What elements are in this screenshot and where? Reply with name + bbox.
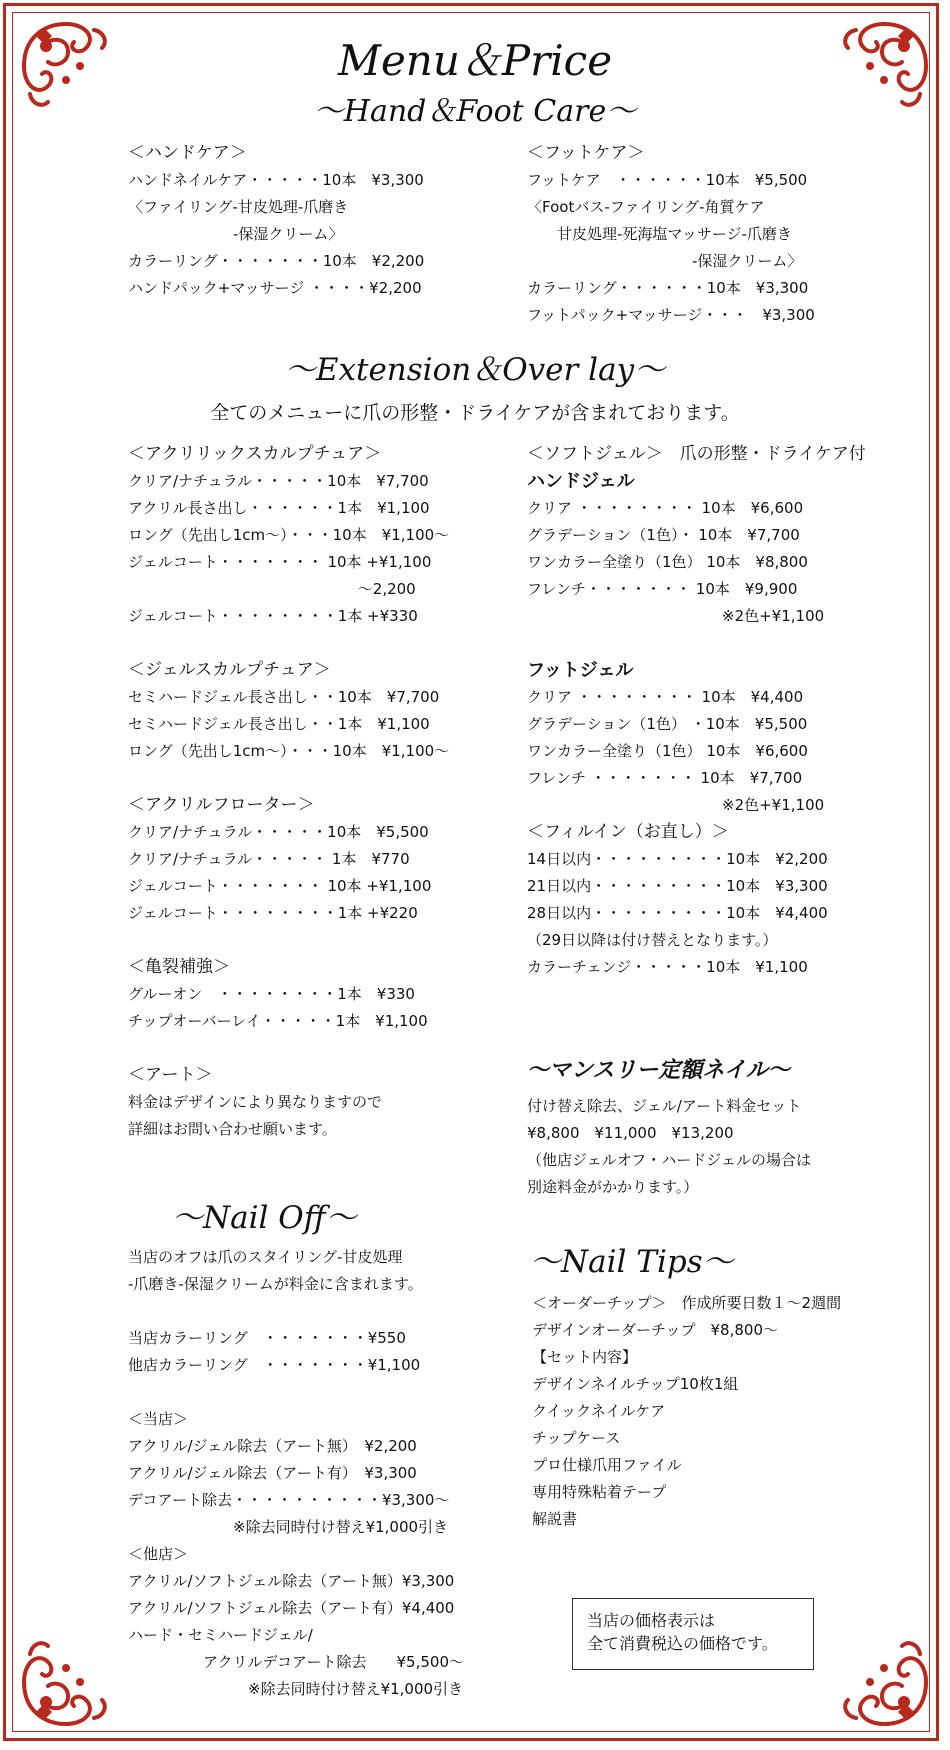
menu-line: クリア/ナチュラル・・・・・10本 ¥5,500 bbox=[128, 823, 429, 841]
nail-off-heading: 〜Nail Off〜 bbox=[172, 1200, 357, 1236]
section-heading: ＜フィルイン（お直し）＞ bbox=[527, 822, 729, 842]
menu-line: 甘皮処理-死海塩マッサージ-爪磨き bbox=[527, 225, 792, 243]
section-heading: ＜ジェルスカルプチュア＞ bbox=[128, 660, 331, 680]
menu-line: クリア ・・・・・・・・ 10本 ¥4,400 bbox=[527, 688, 804, 706]
menu-line: 解説書 bbox=[532, 1510, 578, 1528]
section-heading: ＜アクリリックスカルプチュア＞ bbox=[128, 444, 382, 464]
menu-line: グラデーション（1色） ・10本 ¥5,500 bbox=[527, 715, 808, 733]
page-subtitle: 〜Hand＆Foot Care〜 bbox=[313, 94, 637, 129]
menu-line: 詳細はお問い合わせ願います。 bbox=[128, 1120, 337, 1138]
menu-line: カラーリング・・・・・・10本 ¥3,300 bbox=[527, 279, 809, 297]
menu-line: カラーチェンジ・・・・・10本 ¥1,100 bbox=[527, 958, 808, 976]
menu-line: -爪磨き-保湿クリームが料金に含まれます。 bbox=[128, 1275, 423, 1293]
menu-line: アクリル/ジェル除去（アート無） ¥2,200 bbox=[128, 1437, 417, 1455]
menu-line: ＜オーダーチップ＞ 作成所要日数１〜2週間 bbox=[532, 1294, 842, 1312]
section-heading: ＜アクリルフローター＞ bbox=[128, 795, 315, 815]
menu-line: フットケア ・・・・・・10本 ¥5,500 bbox=[527, 171, 808, 189]
monthly-heading: 〜マンスリー定額ネイル〜 bbox=[527, 1058, 790, 1083]
menu-line: ワンカラー全塗り（1色） 10本 ¥6,600 bbox=[527, 742, 808, 760]
extension-heading: 〜Extension＆Over lay〜 bbox=[284, 352, 666, 388]
menu-line: ロング（先出し1cm〜）・・・10本 ¥1,100〜 bbox=[128, 742, 450, 760]
menu-line: ¥8,800 ¥11,000 ¥13,200 bbox=[527, 1124, 734, 1142]
section-heading: ＜フットケア＞ bbox=[527, 143, 645, 163]
menu-line: セミハードジェル長さ出し・・10本 ¥7,700 bbox=[128, 688, 440, 706]
menu-line: クイックネイルケア bbox=[532, 1402, 666, 1420]
menu-line: ※2色+¥1,100 bbox=[527, 796, 825, 814]
hand-care-section bbox=[128, 140, 424, 302]
corner-ornament-icon bbox=[16, 1632, 116, 1732]
menu-line: フレンチ・・・・・・・ 10本 ¥9,900 bbox=[527, 580, 798, 598]
section-heading: ＜ソフトジェル＞ 爪の形整・ドライケア付 bbox=[527, 444, 866, 464]
nail-tips-heading: 〜Nail Tips〜 bbox=[530, 1244, 734, 1280]
extension-notice: 全てのメニューに爪の形整・ドライケアが含まれております。 bbox=[210, 402, 740, 424]
spacer bbox=[128, 1379, 464, 1406]
menu-line: ※除去同時付け替え¥1,000引き bbox=[128, 1518, 449, 1536]
menu-line: ロング（先出し1cm〜）・・・10本 ¥1,100〜 bbox=[128, 526, 450, 544]
menu-line: ジェルコート・・・・・・・・1本 +¥330 bbox=[128, 607, 418, 625]
menu-line: 〈ファイリング-甘皮処理-爪磨き bbox=[128, 198, 349, 216]
menu-line: 【セット内容】 bbox=[532, 1348, 638, 1366]
menu-line: 21日以内・・・・・・・・・10本 ¥3,300 bbox=[527, 877, 828, 895]
menu-line: グルーオン ・・・・・・・・1本 ¥330 bbox=[128, 985, 415, 1003]
menu-line: クリア/ナチュラル・・・・・ 1本 ¥770 bbox=[128, 850, 410, 868]
menu-line: プロ仕様爪用ファイル bbox=[532, 1456, 682, 1474]
menu-line: 料金はデザインにより異なりますので bbox=[128, 1093, 382, 1111]
menu-line: 当店カラーリング ・・・・・・・¥550 bbox=[128, 1329, 406, 1347]
menu-line: 28日以内・・・・・・・・・10本 ¥4,400 bbox=[527, 904, 828, 922]
sub-heading: フットジェル bbox=[527, 660, 634, 681]
extension-right-column bbox=[527, 441, 866, 981]
menu-line: ※除去同時付け替え¥1,000引き bbox=[128, 1680, 464, 1698]
section-heading: ＜亀裂補強＞ bbox=[128, 957, 230, 977]
menu-line: （29日以降は付け替えとなります。） bbox=[527, 931, 778, 949]
extension-left-column bbox=[128, 441, 449, 1143]
menu-line: セミハードジェル長さ出し・・1本 ¥1,100 bbox=[128, 715, 430, 733]
nail-tips-section bbox=[532, 1290, 841, 1533]
menu-line: 〈Footバス-ファイリング-角質ケア bbox=[527, 198, 765, 216]
menu-line: アクリル長さ出し・・・・・・1本 ¥1,100 bbox=[128, 499, 430, 517]
section-heading: ＜ハンドケア＞ bbox=[128, 143, 247, 163]
tax-notice-box: 当店の価格表示は 全て消費税込の価格です。 bbox=[572, 1598, 814, 1670]
menu-line: フレンチ ・・・・・・・ 10本 ¥7,700 bbox=[527, 769, 803, 787]
menu-line: 〜2,200 bbox=[128, 580, 416, 598]
menu-line: フットパック+マッサージ・・・ ¥3,300 bbox=[527, 306, 815, 324]
menu-line: アクリル/ソフトジェル除去（アート有）¥4,400 bbox=[128, 1599, 455, 1617]
spacer bbox=[128, 927, 449, 954]
menu-line: -保湿クリーム〉 bbox=[128, 225, 344, 243]
menu-line: ジェルコート・・・・・・・ 10本 +¥1,100 bbox=[128, 877, 432, 895]
menu-line: カラーリング・・・・・・・10本 ¥2,200 bbox=[128, 252, 425, 270]
menu-line: 付け替え除去、ジェル/アート料金セット bbox=[527, 1097, 802, 1115]
menu-line: アクリル/ソフトジェル除去（アート無）¥3,300 bbox=[128, 1572, 455, 1590]
menu-line: チップケース bbox=[532, 1429, 621, 1447]
menu-line: （他店ジェルオフ・ハードジェルの場合は bbox=[527, 1151, 811, 1169]
menu-line: 別途料金がかかります。） bbox=[527, 1178, 699, 1196]
corner-ornament-icon bbox=[834, 1632, 934, 1732]
menu-line: 他店カラーリング ・・・・・・・¥1,100 bbox=[128, 1356, 421, 1374]
menu-line: チップオーバーレイ・・・・・1本 ¥1,100 bbox=[128, 1012, 428, 1030]
menu-line: ※2色+¥1,100 bbox=[527, 607, 825, 625]
menu-line: 専用特殊粘着テープ bbox=[532, 1483, 667, 1501]
menu-line: ＜当店＞ bbox=[128, 1410, 189, 1428]
menu-line: デザインオーダーチップ ¥8,800〜 bbox=[532, 1321, 778, 1339]
nail-off-section bbox=[128, 1244, 464, 1703]
menu-line: ＜他店＞ bbox=[128, 1545, 189, 1563]
sub-heading: ハンドジェル bbox=[527, 471, 635, 492]
spacer bbox=[128, 1298, 464, 1325]
menu-line: デザインネイルチップ10枚1組 bbox=[532, 1375, 739, 1393]
menu-line: ハンドネイルケア・・・・・10本 ¥3,300 bbox=[128, 171, 424, 189]
spacer bbox=[527, 630, 866, 657]
menu-line: ハンドパック+マッサージ ・・・・¥2,200 bbox=[128, 279, 422, 297]
menu-line: グラデーション（1色）・ 10本 ¥7,700 bbox=[527, 526, 800, 544]
menu-line: クリア/ナチュラル・・・・・10本 ¥7,700 bbox=[128, 472, 429, 490]
spacer bbox=[128, 765, 449, 792]
foot-care-section bbox=[527, 140, 815, 329]
menu-line: ジェルコート・・・・・・・ 10本 +¥1,100 bbox=[128, 553, 432, 571]
spacer bbox=[128, 630, 449, 657]
menu-line: 当店のオフは爪のスタイリング-甘皮処理 bbox=[128, 1248, 403, 1266]
menu-line: アクリル/ジェル除去（アート有） ¥3,300 bbox=[128, 1464, 417, 1482]
menu-line: クリア ・・・・・・・・ 10本 ¥6,600 bbox=[527, 499, 804, 517]
menu-line: ハード・セミハードジェル/ bbox=[128, 1626, 313, 1644]
monthly-section bbox=[527, 1093, 811, 1201]
section-heading: ＜アート＞ bbox=[128, 1065, 213, 1085]
menu-line: デコアート除去・・・・・・・・・・¥3,300〜 bbox=[128, 1491, 450, 1509]
spacer bbox=[128, 1035, 449, 1062]
menu-line: ワンカラー全塗り（1色） 10本 ¥8,800 bbox=[527, 553, 808, 571]
page-title: Menu＆Price bbox=[337, 36, 613, 85]
menu-line: 14日以内・・・・・・・・・10本 ¥2,200 bbox=[527, 850, 828, 868]
menu-line: アクリルデコアート除去 ¥5,500〜 bbox=[128, 1653, 464, 1671]
menu-line: ジェルコート・・・・・・・・1本 +¥220 bbox=[128, 904, 418, 922]
menu-line: -保湿クリーム〉 bbox=[527, 252, 803, 270]
